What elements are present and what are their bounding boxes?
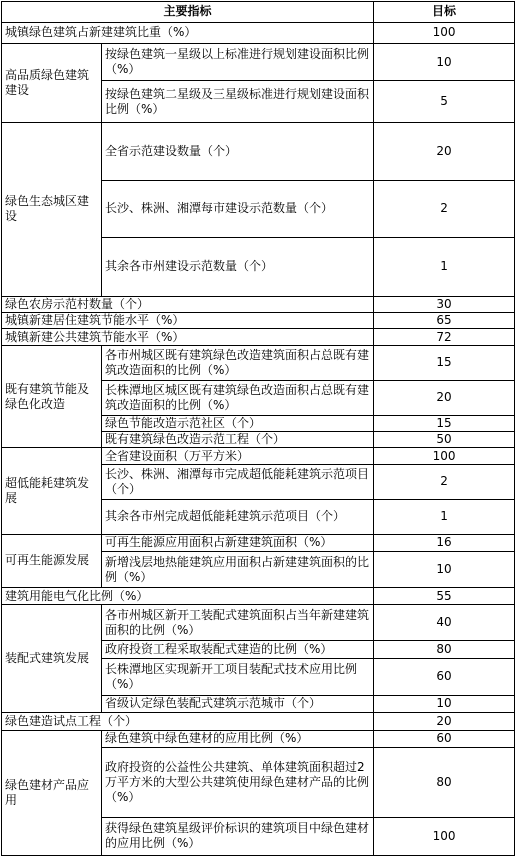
table-row: [2, 123, 515, 180]
indicator-target: 50: [374, 431, 515, 447]
category-label: 绿色建材产品应用: [2, 730, 102, 855]
table-row: [2, 534, 515, 551]
header-target: 目标: [374, 2, 515, 23]
indicator-name: 全省示范建设数量（个）: [102, 123, 374, 180]
indicator-name: 政府投资工程采取装配式建造的比例（%）: [102, 641, 374, 658]
indicator-name: 绿色建造试点工程（个）: [2, 713, 374, 730]
indicator-target: 72: [374, 329, 515, 345]
table-row: [2, 312, 515, 328]
indicator-name: 政府投资的公益性公共建筑、单体建筑面积超过2万平方米的大型公共建筑使用绿色建材产品的比例（%）: [102, 748, 374, 818]
category-label: 既有建筑节能及绿色化改造: [2, 345, 102, 448]
category-label: 可再生能源发展: [2, 534, 102, 587]
indicator-name: 获得绿色建筑星级评价标识的建筑项目中绿色建材的应用比例（%）: [102, 817, 374, 855]
indicator-name: 长株潭地区城区既有建筑绿色改造面积占总既有建筑改造面积的比例（%）: [102, 380, 374, 415]
indicator-name: 绿色农房示范村数量（个）: [2, 296, 374, 312]
indicator-target: 15: [374, 345, 515, 380]
indicator-target: 1: [374, 238, 515, 297]
table-row: [2, 345, 515, 380]
indicator-target: 1: [374, 499, 515, 534]
indicator-name: 长株潭地区实现新开工项目装配式技术应用比例（%）: [102, 658, 374, 695]
indicator-name: 长沙、株洲、湘潭每市完成超低能耗建筑示范项目（个）: [102, 464, 374, 499]
indicator-name: 按绿色建筑二星级及三星级标准进行规划建设面积比例（%）: [102, 81, 374, 123]
indicator-name: 既有建筑绿色改造示范工程（个）: [102, 431, 374, 447]
header-indicator: 主要指标: [2, 2, 374, 23]
indicator-name: 城镇绿色建筑占新建建筑比重（%）: [2, 22, 374, 44]
category-label: 超低能耗建筑发展: [2, 448, 102, 534]
table-row: [2, 329, 515, 345]
table-row: [2, 296, 515, 312]
indicator-name: 绿色节能改造示范社区（个）: [102, 415, 374, 431]
indicator-target: 15: [374, 415, 515, 431]
indicator-target: 80: [374, 641, 515, 658]
indicator-target: 10: [374, 44, 515, 81]
indicator-target: 100: [374, 817, 515, 855]
indicator-name: 各市州城区既有建筑绿色改造建筑面积占总既有建筑改造面积的比例（%）: [102, 345, 374, 380]
indicator-target: 20: [374, 380, 515, 415]
indicator-name: 全省建设面积（万平方米）: [102, 448, 374, 464]
indicator-name: 其余各市州完成超低能耗建筑示范项目（个）: [102, 499, 374, 534]
indicator-target: 80: [374, 748, 515, 818]
category-label: 高品质绿色建筑建设: [2, 44, 102, 123]
indicator-name: 其余各市州建设示范数量（个）: [102, 238, 374, 297]
indicator-name: 省级认定绿色装配式建筑示范城市（个）: [102, 695, 374, 712]
indicator-target: 30: [374, 296, 515, 312]
indicator-target: 100: [374, 448, 515, 464]
indicator-name: 新增浅层地热能建筑应用面积占新建建筑面积的比例（%）: [102, 552, 374, 588]
indicator-name: 城镇新建公共建筑节能水平（%）: [2, 329, 374, 345]
indicator-target: 40: [374, 605, 515, 641]
table-row: [2, 22, 515, 44]
table-row: [2, 448, 515, 464]
indicator-name: 城镇新建居住建筑节能水平（%）: [2, 312, 374, 328]
indicator-target: 60: [374, 658, 515, 695]
indicator-name: 长沙、株洲、湘潭每市建设示范数量（个）: [102, 180, 374, 237]
indicator-target: 100: [374, 22, 515, 44]
indicator-target: 20: [374, 123, 515, 180]
indicator-target: 65: [374, 312, 515, 328]
indicator-target: 55: [374, 587, 515, 604]
indicator-target: 60: [374, 730, 515, 747]
indicator-name: 各市州城区新开工装配式建筑面积占当年新建建筑面积的比例（%）: [102, 605, 374, 641]
table-row: [2, 730, 515, 747]
table-row: [2, 713, 515, 730]
indicator-name: 绿色建筑中绿色建材的应用比例（%）: [102, 730, 374, 747]
indicators-table: [1, 1, 515, 856]
indicator-target: 10: [374, 695, 515, 712]
category-label: 装配式建筑发展: [2, 605, 102, 713]
header-row: [2, 2, 515, 23]
indicator-name: 建筑用能电气化比例（%）: [2, 587, 374, 604]
indicator-target: 2: [374, 464, 515, 499]
table-row: [2, 587, 515, 604]
category-label: 绿色生态城区建设: [2, 123, 102, 296]
indicator-target: 2: [374, 180, 515, 237]
table-row: [2, 44, 515, 81]
table-row: [2, 605, 515, 641]
indicator-target: 20: [374, 713, 515, 730]
indicator-target: 10: [374, 552, 515, 588]
indicator-target: 5: [374, 81, 515, 123]
indicator-target: 16: [374, 534, 515, 551]
indicator-name: 按绿色建筑一星级以上标准进行规划建设面积比例（%）: [102, 44, 374, 81]
indicator-name: 可再生能源应用面积占新建建筑面积（%）: [102, 534, 374, 551]
